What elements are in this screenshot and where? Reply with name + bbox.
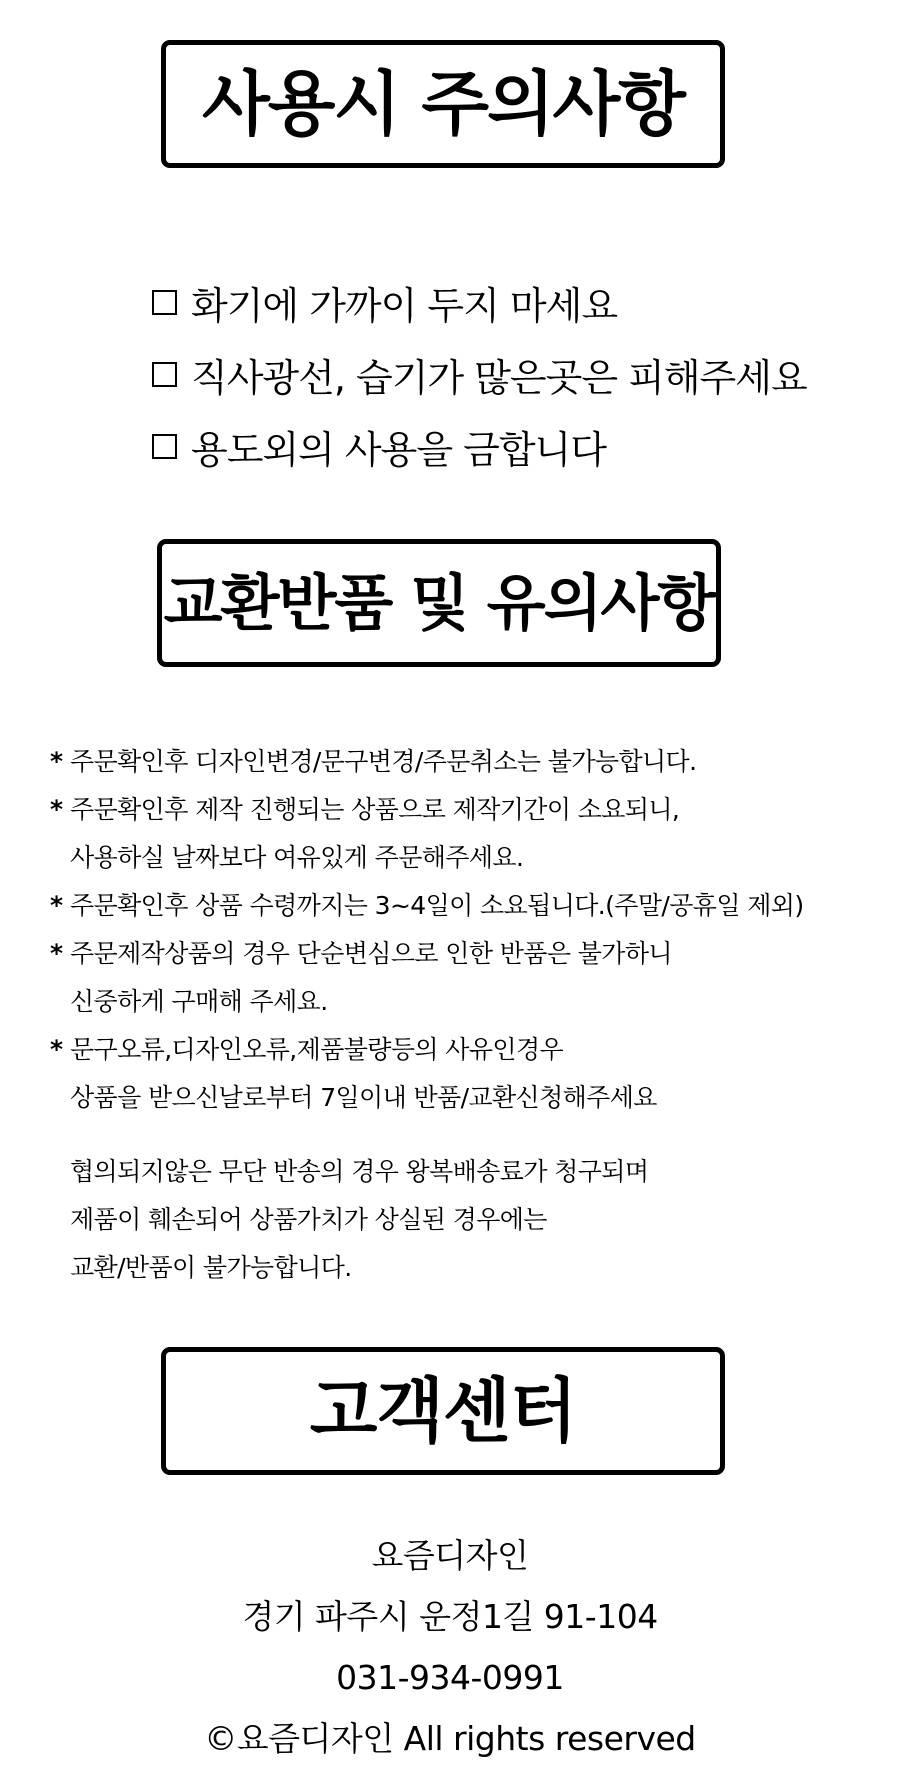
checkbox-icon [152,434,177,459]
extra-note-line: 협의되지않은 무단 반송의 경우 왕복배송료가 청구되며 [70,1157,649,1186]
notice-text: 주문제작상품의 경우 단순변심으로 인한 반품은 불가하니 [70,939,672,968]
customer-center-title-box [161,1347,725,1475]
bullet-star: * [50,891,63,920]
notice-line [50,738,870,786]
extra-note-line: 제품이 훼손되어 상품가치가 상실된 경우에는 [70,1205,547,1234]
checkbox-icon [152,362,177,387]
usage-item-text: 직사광선, 습기가 많은곳은 피해주세요 [191,355,807,400]
bullet-star: * [50,1035,63,1064]
bullet-star: * [50,747,63,776]
notice-text: 사용하실 날짜보다 여유있게 주문해주세요. [70,843,524,872]
notice-line [50,786,870,834]
notice-text: 주문확인후 제작 진행되는 상품으로 제작기간이 소요되니, [70,795,680,824]
exchange-title-box [157,539,721,667]
notice-line [50,834,870,882]
extra-note-line: 교환/반품이 불가능합니다. [70,1253,352,1282]
notice-line [50,882,870,930]
copyright-text: ©요즘디자인 All rights reserved [204,1719,696,1758]
notice-line [50,1074,870,1122]
usage-item-text: 화기에 가까이 두지 마세요 [191,283,618,328]
exchange-notice-list [50,738,870,1122]
usage-item-text: 용도외의 사용을 금합니다 [191,427,606,472]
notice-text: 신중하게 구매해 주세요. [70,987,328,1016]
bullet-star: * [50,795,63,824]
company-address: 경기 파주시 운정1길 91-104 [242,1597,658,1636]
usage-title-box [161,40,725,168]
usage-item [152,410,807,482]
usage-item [152,338,807,410]
bullet-star: * [50,939,63,968]
notice-line [50,978,870,1026]
notice-text: 주문확인후 디자인변경/문구변경/주문취소는 불가능합니다. [70,747,697,776]
company-phone: 031-934-0991 [336,1658,564,1697]
usage-item [152,266,807,338]
usage-title: 사용시 주의사항 [202,63,684,145]
exchange-extra-note [70,1148,648,1292]
exchange-title: 교환반품 및 유의사항 [163,567,715,639]
notice-line [50,930,870,978]
checkbox-icon [152,290,177,315]
company-name: 요즘디자인 [371,1536,529,1575]
customer-center-title: 고객센터 [309,1370,577,1452]
usage-checklist [152,266,807,482]
notice-text: 주문확인후 상품 수령까지는 3~4일이 소요됩니다.(주말/공휴일 제외) [70,891,804,920]
notice-text: 상품을 받으신날로부터 7일이내 반품/교환신청해주세요 [70,1083,657,1112]
notice-text: 문구오류,디자인오류,제품불량등의 사유인경우 [70,1035,564,1064]
notice-line [50,1026,870,1074]
contact-info [0,1525,900,1769]
